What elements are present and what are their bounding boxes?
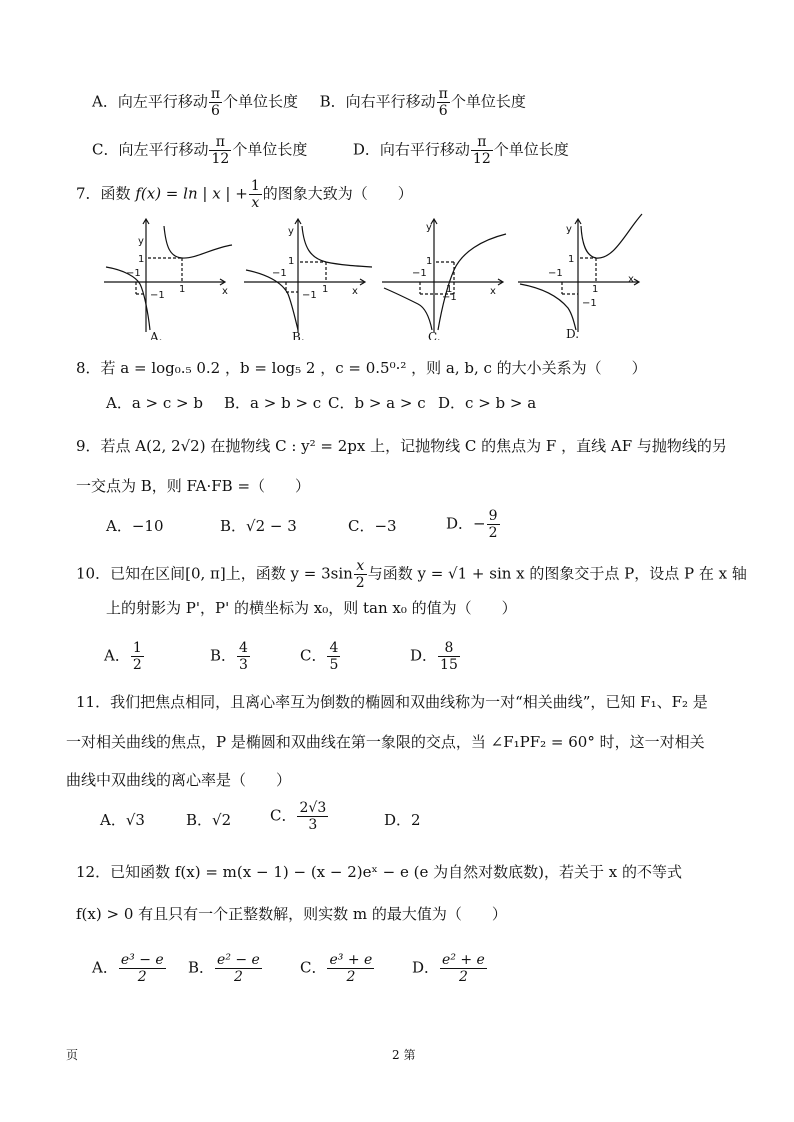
q7-graph-b — [244, 212, 374, 340]
q11-option-d: D．2 — [384, 811, 421, 829]
q10-stem-line2: 上的射影为 P'，P' 的横坐标为 x₀，则 tan x₀ 的值为（ ） — [106, 599, 517, 617]
q7-graph-a-tick-y-neg-one: −1 — [150, 290, 165, 301]
q12-option-d: D． $\frac{\text{e² + e}}{2}$ — [412, 952, 485, 985]
q11-option-b: B．√2 — [186, 811, 232, 829]
q7-graph-a-axis-y-label: y — [138, 236, 144, 247]
q12-options — [92, 952, 512, 996]
q12-option-a: A． $\frac{\text{e³ − e}}{2}$ — [92, 952, 164, 985]
q9-stem-line1: 9．若点 A(2, 2√2) 在抛物线 C : y² = 2px 上，记抛物线 C 的焦点为 F ，直线 AF 与抛物线的另 — [76, 437, 727, 455]
q9-option-d: D．− $\frac{9}{2}$ — [446, 508, 498, 541]
q9-stem-line2: 一交点为 B，则 FA·FB =（ ） — [76, 477, 311, 495]
q12-option-b: B． $\frac{\text{e² − e}}{2}$ — [188, 952, 260, 985]
q7-graph-c-tick-x-neg-one: −1 — [412, 268, 427, 279]
q12-stem-line2: f(x) > 0 有且只有一个正整数解，则实数 m 的最大值为（ ） — [76, 905, 507, 923]
q7-graph-c-tick-y-neg-one: −1 — [442, 292, 457, 303]
q7-graph-c-tick-x-one: 1 — [446, 284, 453, 295]
footer-page-number: 2 第 — [392, 1048, 416, 1062]
q9-option-c: C．−3 — [348, 517, 397, 535]
q7-graph-d — [518, 212, 648, 340]
q8-option-d: D．c > b > a — [438, 394, 537, 412]
q7-graph-b-tick-y-neg-one: −1 — [302, 290, 317, 301]
q7-stem: 7．函数 f(x) = ln | x | + $\frac{1}{x}$ 的图象大致为（ ） — [76, 178, 413, 211]
q12-option-c: C． $\frac{\text{e³ + e}}{2}$ — [300, 952, 373, 985]
q7-graph-d-label: D. — [566, 327, 580, 340]
q7-graph-a-tick-y-one: 1 — [138, 254, 145, 265]
q11-stem-line1: 11．我们把焦点相同，且离心率互为倒数的椭圆和双曲线称为一对“相关曲线”，已知 F₁、F₂ 是 — [76, 693, 708, 711]
q11-options — [100, 800, 520, 850]
q10-option-b: B． $\frac{4}{3}$ — [210, 640, 248, 673]
q10-option-c: C． $\frac{4}{5}$ — [300, 640, 339, 673]
q8-option-c: C．b > a > c — [328, 394, 426, 412]
q8-option-a: A．a > c > b — [106, 394, 203, 412]
q7-graph-b-axis-y-label: y — [288, 226, 294, 237]
q11-option-c: C． $\frac{2√3}{3}$ — [270, 800, 327, 833]
q10-option-d: D． $\frac{8}{15}$ — [410, 640, 458, 673]
q7-graph-b-tick-x-neg-one: −1 — [272, 268, 287, 279]
q7-graph-c-label: C. — [428, 330, 441, 340]
q10-options — [104, 640, 524, 680]
footer-left: 页 — [66, 1048, 79, 1062]
q7-graph-c-tick-y-one: 1 — [426, 256, 433, 267]
q7-fraction: $\frac{1}{x}$ — [250, 178, 260, 211]
q12-stem-line1: 12．已知函数 f(x) = m(x − 1) − (x − 2)eˣ − e (e 为自然对数底数)，若关于 x 的不等式 — [76, 863, 682, 881]
q7-graph-a-tick-x-one: 1 — [179, 284, 186, 295]
q6-option-d-fraction: $\frac{\pi}{12}$ — [472, 134, 491, 167]
q9-option-a: A．−10 — [106, 517, 164, 535]
q7-graph-c — [382, 212, 512, 340]
q7-graph-a — [104, 212, 234, 340]
q7-graph-b-label: B. — [292, 330, 305, 340]
q7-graph-c-axis-y-label: y — [426, 222, 432, 233]
q7-graph-d-tick-x-neg-one: −1 — [548, 268, 563, 279]
q7-graph-b-tick-x-one: 1 — [322, 284, 329, 295]
q7-function: f(x) = ln | x | + — [135, 184, 248, 203]
q7-graph-b-tick-y-one: 1 — [288, 256, 295, 267]
q7-graph-d-axis-y-label: y — [566, 224, 572, 235]
q6-option-d-text: D．向右平行移动 — [352, 140, 470, 159]
q6-option-b-fraction: $\frac{\pi}{6}$ — [438, 86, 448, 119]
q8-stem: 8．若 a = log₀.₅ 0.2 ，b = log₅ 2 ，c = 0.5⁰·² ，则 a, b, c 的大小关系为（ ） — [76, 359, 647, 377]
q6-option-a-text: A．向左平行移动 — [92, 92, 208, 111]
q6-option-c-text: C．向左平行移动 — [92, 140, 209, 159]
q6-option-b-text: B．向右平行移动 — [319, 92, 436, 111]
q7-graph-b-axis-x-label: x — [352, 286, 358, 297]
q10-stem-line1: 10．已知在区间[0, π]上，函数 y = 3sin $\frac{x}{2}$ 与函数 y = √1 + sin x 的图象交于点 P，设点 P 在 x 轴 — [76, 558, 747, 591]
q6-option-c-fraction: $\frac{\pi}{12}$ — [211, 134, 230, 167]
q9-options — [106, 508, 526, 556]
q6-row-cd: C．向左平行移动 $\frac{\pi}{12}$ 个单位长度 D．向右平行移动 $\frac{\pi}{12}$ 个单位长度 — [92, 134, 569, 167]
q11-option-a: A．√3 — [100, 811, 145, 829]
q7-graph-a-axis-x-label: x — [222, 286, 228, 297]
q9-option-b: B．√2 − 3 — [220, 517, 297, 535]
q11-stem-line3: 曲线中双曲线的离心率是（ ） — [66, 771, 292, 789]
q8-option-b: B．a > b > c — [224, 394, 322, 412]
q7-graph-d-tick-y-one: 1 — [568, 254, 575, 265]
q6-row-ab: A．向左平行移动 $\frac{\pi}{6}$ 个单位长度 B．向右平行移动 $\frac{\pi}{6}$ 个单位长度 — [92, 86, 526, 119]
q7-graph-d-tick-y-neg-one: −1 — [582, 298, 597, 309]
q7-graph-a-label: A. — [150, 330, 163, 340]
q7-graph-a-tick-x-neg-one: −1 — [126, 268, 141, 279]
q11-stem-line2: 一对相关曲线的焦点，P 是椭圆和双曲线在第一象限的交点，当 ∠F₁PF₂ = 60° 时，这一对相关 — [66, 733, 705, 751]
q10-option-a: A． $\frac{1}{2}$ — [104, 640, 142, 673]
q7-graph-d-axis-x-label: x — [628, 274, 634, 285]
q7-graph-c-axis-x-label: x — [490, 286, 496, 297]
q6-option-a-fraction: $\frac{\pi}{6}$ — [210, 86, 221, 119]
q7-graph-d-tick-x-one: 1 — [592, 284, 599, 295]
